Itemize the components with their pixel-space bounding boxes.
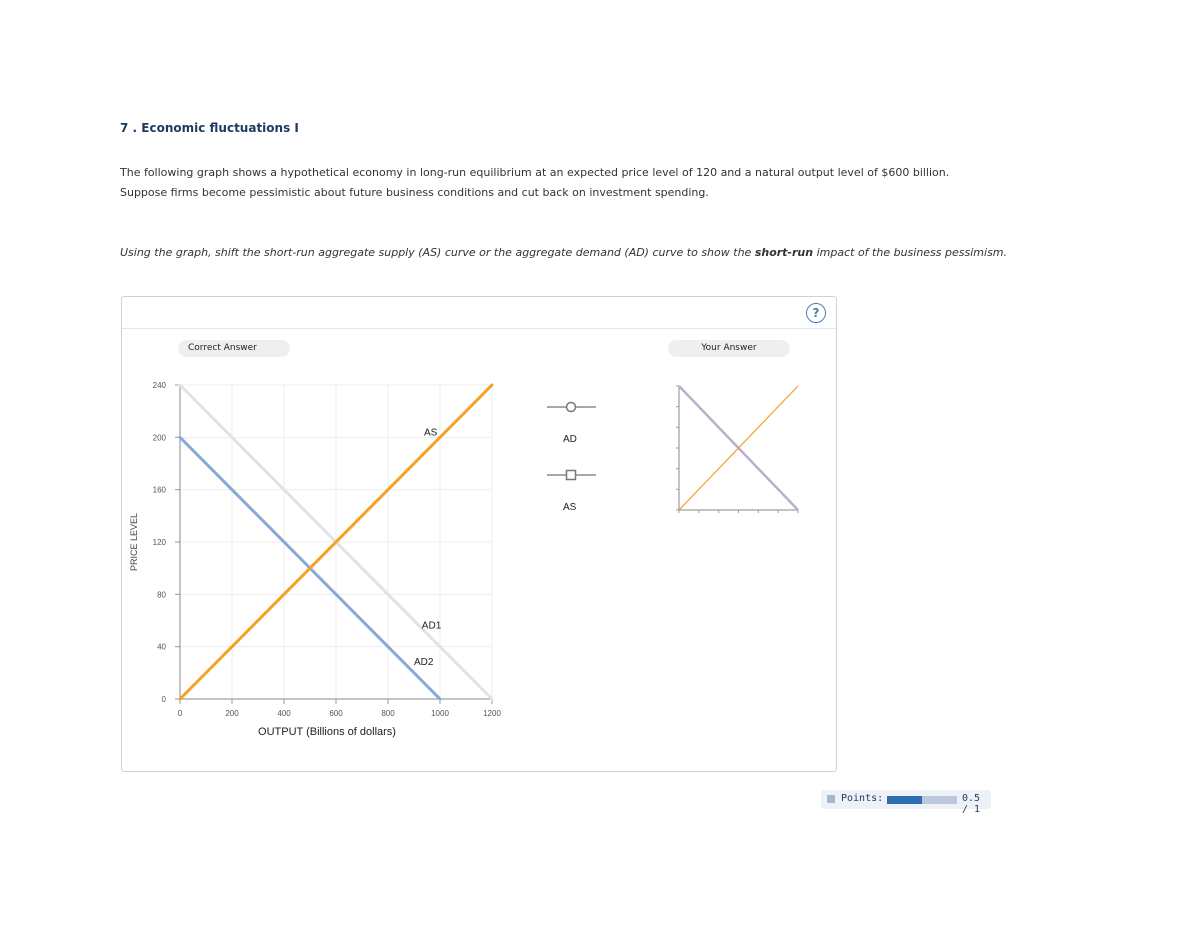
intro-line-1: The following graph shows a hypothetical economy in long-run equilibrium at an expected price level of 120 and a natural output level of $600 billion. (120, 166, 950, 179)
instruction-text-a: Using the graph, shift the short-run aggregate supply (AS) curve or the aggregate demand (AD) curve to show the (120, 246, 755, 259)
as-curve-label: AS (424, 427, 438, 439)
legend-ad-tool[interactable] (547, 403, 596, 412)
points-progress-fill (887, 796, 922, 804)
ad1-curve-label: AD1 (421, 620, 442, 632)
help-icon[interactable]: ? (806, 303, 826, 323)
ad2-curve-label: AD2 (414, 656, 434, 668)
y-tick-labels (153, 381, 167, 704)
x-axis-title: OUTPUT (Billions of dollars) (258, 726, 396, 738)
question-title: 7 . Economic fluctuations I (120, 121, 299, 135)
correct-answer-tab: Correct Answer (178, 340, 290, 357)
points-indicator (821, 790, 991, 815)
y-tick-label: 120 (152, 538, 166, 547)
x-tick-labels (178, 709, 502, 718)
graph-panel (121, 296, 837, 772)
points-icon (827, 795, 835, 803)
question-instruction (120, 243, 1010, 263)
points-value: 0.5 / 1 (962, 793, 981, 815)
your-answer-chart (676, 386, 798, 513)
x-tick-label: 800 (381, 709, 395, 718)
legend-ad-label: AD (563, 434, 577, 445)
x-tick-label: 1000 (431, 709, 449, 718)
x-tick-label: 0 (177, 709, 183, 718)
y-tick-label: 160 (152, 485, 166, 495)
y-tick-label: 40 (157, 642, 166, 652)
points-label: Points: (841, 793, 884, 804)
y-tick-label: 200 (152, 433, 166, 443)
y-tick-label: 80 (157, 590, 166, 600)
intro-line-2: Suppose firms become pessimistic about future business conditions and cut back on investment spending. (120, 186, 709, 199)
x-tick-label: 600 (329, 709, 343, 718)
correct-answer-chart (129, 381, 501, 738)
y-axis-title: PRICE LEVEL (129, 512, 139, 572)
instruction-bold: short-run (754, 246, 814, 259)
x-tick-label: 200 (225, 709, 239, 718)
legend-as-tool[interactable] (547, 471, 596, 480)
legend-as-handle-icon[interactable] (567, 471, 576, 480)
your-answer-tab[interactable]: Your Answer (668, 340, 790, 357)
graph-canvas (122, 297, 836, 771)
instruction-text-b: impact of the business pessimism. (813, 246, 1008, 259)
x-tick-label: 400 (277, 709, 291, 718)
points-progress-bar (887, 796, 957, 804)
x-tick-label: 1200 (483, 709, 501, 718)
question-intro (120, 163, 1010, 203)
legend-ad-handle-icon[interactable] (567, 403, 576, 412)
y-tick-label: 0 (161, 695, 166, 704)
y-tick-label: 240 (152, 381, 166, 390)
legend-as-label: AS (563, 502, 577, 513)
